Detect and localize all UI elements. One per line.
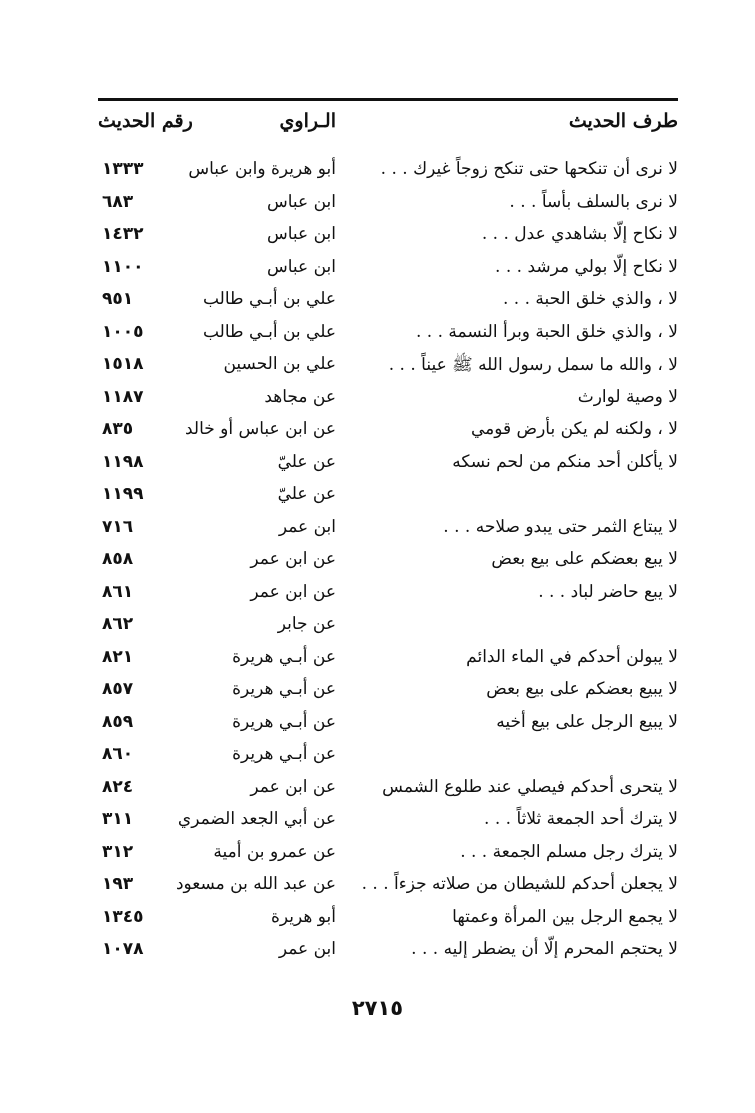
narrator-text: عن ابن عمر: [250, 581, 336, 602]
hadith-number: ٨٦١: [102, 581, 134, 602]
hadith-number: ١٤٣٢: [102, 224, 144, 244]
hadith-text: لا ، والذي خلق الحبة . . .: [503, 289, 678, 309]
table-row: [98, 253, 678, 286]
hadith-number: ٨٥٧: [102, 679, 134, 699]
header-number: رقم الحديث: [98, 110, 193, 132]
hadith-number: ١٥١٨: [102, 354, 144, 374]
table-row: [98, 383, 678, 416]
narrator-text: عن أبـي هريرة: [232, 744, 336, 764]
table-row: [98, 285, 678, 318]
narrator-text: أبو هريرة وابن عباس: [188, 159, 336, 179]
hadith-number: ٧١٦: [102, 516, 134, 537]
table-row: [98, 805, 678, 838]
narrator-text: عن ابن عمر: [250, 776, 336, 797]
hadith-text: لا نرى أن تنكحها حتى تنكح زوجاً غيرك . . .: [380, 159, 678, 179]
hadith-text: لا نرى بالسلف بأساً . . .: [509, 191, 678, 212]
hadith-text: لا يجعلن أحدكم للشيطان من صلاته جزءاً . . .: [361, 874, 678, 894]
table-row: [98, 318, 678, 351]
hadith-text: لا يأكلن أحد منكم من لحم نسكه: [452, 451, 678, 472]
hadith-text: لا وصية لوارث: [577, 386, 678, 407]
table-row: [98, 708, 678, 741]
narrator-text: ابن عباس: [266, 224, 336, 244]
table-row: [98, 773, 678, 806]
narrator-text: ابن عمر: [278, 516, 336, 537]
table-row: [98, 513, 678, 546]
hadith-text: لا يبولن أحدكم في الماء الدائم: [466, 646, 678, 667]
narrator-text: عن عليّ: [277, 451, 336, 472]
table-row: [98, 188, 678, 221]
hadith-number: ١٠٧٨: [102, 939, 144, 959]
table-row: [98, 903, 678, 936]
hadith-number: ١٣٣٣: [102, 159, 144, 179]
hadith-number: ١١٩٩: [102, 484, 144, 504]
hadith-number: ٩٥١: [102, 289, 134, 309]
hadith-text: لا ، ولكنه لم يكن بأرض قومي: [470, 419, 678, 439]
hadith-text: لا يبع بعضكم على بيع بعض: [491, 549, 678, 569]
table-row: [98, 675, 678, 708]
hadith-text: لا يبيع الرجل على بيع أخيه: [496, 711, 678, 732]
hadith-number: ١١٩٨: [102, 451, 144, 472]
table-header: [98, 110, 678, 140]
narrator-text: عن أبي الجعد الضمري: [177, 809, 336, 829]
table-row: [98, 155, 678, 188]
hadith-number: ٨٥٩: [102, 711, 134, 732]
hadith-text: لا ، والله ما سمل رسول الله ﷺ عيناً . . .: [388, 355, 678, 375]
narrator-text: أبو هريرة: [270, 906, 336, 927]
narrator-text: عن عليّ: [277, 484, 336, 504]
hadith-index-table: [98, 155, 678, 968]
narrator-text: عن أبـي هريرة: [232, 711, 336, 732]
hadith-text: لا نكاح إلّا بشاهدي عدل . . .: [481, 224, 678, 244]
table-row: [98, 838, 678, 871]
table-row: [98, 740, 678, 773]
narrator-text: علي بن الحسين: [223, 354, 336, 374]
table-row: [98, 480, 678, 513]
hadith-text: لا يبتاع الثمر حتى يبدو صلاحه . . .: [443, 516, 678, 537]
hadith-text: لا يحتجم المحرم إلّا أن يضطر إليه . . .: [411, 939, 678, 959]
narrator-text: عن ابن عمر: [250, 549, 336, 569]
narrator-text: ابن عمر: [278, 939, 336, 959]
table-row: [98, 610, 678, 643]
hadith-number: ٨٦٠: [102, 744, 134, 764]
hadith-text: لا ، والذي خلق الحبة وبرأ النسمة . . .: [416, 321, 678, 342]
hadith-text: لا يجمع الرجل بين المرأة وعمتها: [452, 906, 678, 927]
hadith-number: ٨٦٢: [102, 614, 134, 634]
narrator-text: عن ابن عباس أو خالد: [184, 419, 336, 439]
page-number: ٢٧١٥: [351, 996, 404, 1020]
narrator-text: عن أبـي هريرة: [232, 646, 336, 667]
table-row: [98, 545, 678, 578]
hadith-text: لا يترك رجل مسلم الجمعة . . .: [460, 841, 678, 862]
hadith-text: لا يترك أحد الجمعة ثلاثاً . . .: [484, 809, 678, 829]
hadith-text: لا يتحرى أحدكم فيصلي عند طلوع الشمس: [382, 776, 678, 797]
narrator-text: علي بن أبـي طالب: [202, 321, 336, 342]
narrator-text: ابن عباس: [266, 256, 336, 277]
hadith-number: ٦٨٣: [102, 191, 134, 212]
table-row: [98, 870, 678, 903]
narrator-text: عن عمرو بن أمية: [213, 841, 336, 862]
header-narrator: الـراوي: [279, 110, 336, 132]
hadith-text: لا يبيع بعضكم على بيع بعض: [486, 679, 678, 699]
hadith-number: ١٠٠٥: [102, 321, 144, 342]
hadith-number: ١٣٤٥: [102, 906, 144, 927]
hadith-text: لا نكاح إلّا بولي مرشد . . .: [495, 256, 678, 277]
table-row: [98, 220, 678, 253]
narrator-text: عن عبد الله بن مسعود: [175, 874, 336, 894]
table-row: [98, 578, 678, 611]
table-row: [98, 448, 678, 481]
hadith-number: ٨٢١: [102, 646, 134, 667]
header-rule: [98, 98, 678, 101]
hadith-number: ٣١١: [102, 809, 134, 829]
hadith-number: ٨٢٤: [102, 776, 134, 797]
table-row: [98, 643, 678, 676]
narrator-text: عن جابر: [277, 614, 336, 634]
header-hadith: طرف الحديث: [568, 110, 678, 132]
table-row: [98, 350, 678, 383]
narrator-text: علي بن أبـي طالب: [202, 289, 336, 309]
narrator-text: عن أبـي هريرة: [232, 679, 336, 699]
table-row: [98, 415, 678, 448]
narrator-text: ابن عباس: [266, 191, 336, 212]
table-row: [98, 935, 678, 968]
hadith-text: لا يبع حاضر لباد . . .: [538, 581, 678, 602]
narrator-text: عن مجاهد: [264, 386, 336, 407]
hadith-number: ١١٨٧: [102, 386, 144, 407]
hadith-number: ٣١٢: [102, 841, 134, 862]
hadith-number: ١٩٣: [102, 874, 134, 894]
hadith-number: ٨٥٨: [102, 549, 134, 569]
hadith-number: ١١٠٠: [102, 256, 144, 277]
hadith-number: ٨٣٥: [102, 419, 134, 439]
